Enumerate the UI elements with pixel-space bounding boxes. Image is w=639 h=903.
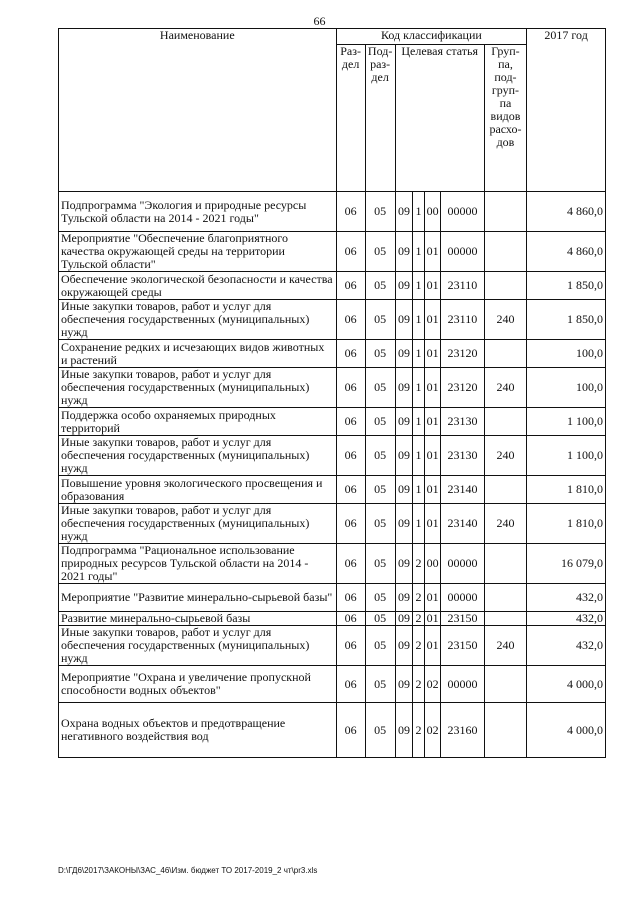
target-article-subprogram: 2	[413, 584, 424, 612]
target-article-event: 01	[424, 476, 441, 504]
page-number: 66	[313, 14, 326, 28]
target-article-program: 09	[395, 408, 413, 436]
target-article-event: 02	[424, 666, 441, 703]
expense-type-code	[484, 232, 527, 272]
target-article-program: 09	[395, 544, 413, 584]
target-article-program: 09	[395, 368, 413, 408]
subsection-code: 05	[365, 544, 395, 584]
target-article-event: 01	[424, 300, 441, 340]
amount-2017: 4 000,0	[527, 666, 606, 703]
subsection-code: 05	[365, 504, 395, 544]
amount-2017: 1 810,0	[527, 476, 606, 504]
target-article-program: 09	[395, 504, 413, 544]
table-row	[59, 612, 606, 626]
target-article-event: 00	[424, 192, 441, 232]
target-article-program: 09	[395, 300, 413, 340]
expense-type-code	[484, 476, 527, 504]
target-article-program: 09	[395, 666, 413, 703]
amount-2017: 432,0	[527, 626, 606, 666]
table-row	[59, 436, 606, 476]
table-row	[59, 192, 606, 232]
target-article-event: 01	[424, 368, 441, 408]
header-target-article: Целевая статья	[395, 45, 484, 192]
row-name: Мероприятие "Развитие минерально-сырьевой базы"	[59, 584, 337, 612]
table-row	[59, 626, 606, 666]
row-name: Мероприятие "Обеспечение благоприятного качества окружающей среды на территории Тульской области"	[59, 232, 337, 272]
target-article-subprogram: 2	[413, 612, 424, 626]
subsection-code: 05	[365, 408, 395, 436]
target-article-event: 01	[424, 626, 441, 666]
target-article-program: 09	[395, 436, 413, 476]
section-code: 06	[336, 504, 365, 544]
row-name: Сохранение редких и исчезающих видов животных и растений	[59, 340, 337, 368]
target-article-event: 02	[424, 703, 441, 758]
section-code: 06	[336, 408, 365, 436]
target-article-direction: 23130	[441, 436, 485, 476]
expense-type-code: 240	[484, 300, 527, 340]
amount-2017: 432,0	[527, 612, 606, 626]
section-code: 06	[336, 666, 365, 703]
target-article-event: 01	[424, 612, 441, 626]
target-article-direction: 00000	[441, 544, 485, 584]
section-code: 06	[336, 703, 365, 758]
amount-2017: 1 100,0	[527, 436, 606, 476]
amount-2017: 1 850,0	[527, 272, 606, 300]
target-article-subprogram: 1	[413, 272, 424, 300]
row-name: Иные закупки товаров, работ и услуг для обеспечения государственных (муниципальных) нужд	[59, 368, 337, 408]
amount-2017: 1 810,0	[527, 504, 606, 544]
target-article-direction: 00000	[441, 584, 485, 612]
amount-2017: 1 100,0	[527, 408, 606, 436]
table-row	[59, 300, 606, 340]
expense-type-code: 240	[484, 504, 527, 544]
subsection-code: 05	[365, 436, 395, 476]
target-article-direction: 23130	[441, 408, 485, 436]
target-article-program: 09	[395, 272, 413, 300]
expense-type-code	[484, 408, 527, 436]
expense-type-code	[484, 340, 527, 368]
target-article-direction: 00000	[441, 192, 485, 232]
amount-2017: 100,0	[527, 340, 606, 368]
expense-type-code	[484, 584, 527, 612]
target-article-direction: 23150	[441, 626, 485, 666]
subsection-code: 05	[365, 340, 395, 368]
section-code: 06	[336, 192, 365, 232]
target-article-direction: 23120	[441, 368, 485, 408]
amount-2017: 4 000,0	[527, 703, 606, 758]
target-article-direction: 23110	[441, 272, 485, 300]
target-article-subprogram: 1	[413, 476, 424, 504]
table-row	[59, 666, 606, 703]
target-article-direction: 00000	[441, 666, 485, 703]
target-article-direction: 23140	[441, 476, 485, 504]
subsection-code: 05	[365, 300, 395, 340]
target-article-program: 09	[395, 612, 413, 626]
target-article-subprogram: 2	[413, 544, 424, 584]
subsection-code: 05	[365, 272, 395, 300]
target-article-subprogram: 2	[413, 666, 424, 703]
target-article-event: 01	[424, 340, 441, 368]
target-article-program: 09	[395, 626, 413, 666]
target-article-program: 09	[395, 192, 413, 232]
expense-type-code	[484, 272, 527, 300]
section-code: 06	[336, 300, 365, 340]
target-article-event: 01	[424, 232, 441, 272]
row-name: Иные закупки товаров, работ и услуг для обеспечения государственных (муниципальных) нужд	[59, 504, 337, 544]
table-row	[59, 504, 606, 544]
expense-type-code	[484, 612, 527, 626]
row-name: Поддержка особо охраняемых природных территорий	[59, 408, 337, 436]
subsection-code: 05	[365, 368, 395, 408]
amount-2017: 4 860,0	[527, 192, 606, 232]
section-code: 06	[336, 544, 365, 584]
row-name: Развитие минерально-сырьевой базы	[59, 612, 337, 626]
subsection-code: 05	[365, 232, 395, 272]
target-article-direction: 00000	[441, 232, 485, 272]
section-code: 06	[336, 476, 365, 504]
amount-2017: 432,0	[527, 584, 606, 612]
table-row	[59, 232, 606, 272]
header-name: Наименование	[59, 29, 337, 192]
target-article-direction: 23120	[441, 340, 485, 368]
target-article-subprogram: 1	[413, 340, 424, 368]
subsection-code: 05	[365, 626, 395, 666]
target-article-direction: 23160	[441, 703, 485, 758]
section-code: 06	[336, 626, 365, 666]
table-row	[59, 476, 606, 504]
amount-2017: 4 860,0	[527, 232, 606, 272]
section-code: 06	[336, 612, 365, 626]
expense-type-code	[484, 192, 527, 232]
footer-file-path: D:\ГД6\2017\ЗАКОНЫ\ЗАС_46\Изм. бюджет ТО 2017-2019_2 чт\pr3.xls	[58, 866, 318, 875]
target-article-direction: 23150	[441, 612, 485, 626]
target-article-program: 09	[395, 232, 413, 272]
target-article-event: 01	[424, 504, 441, 544]
row-name: Иные закупки товаров, работ и услуг для обеспечения государственных (муниципальных) нужд	[59, 300, 337, 340]
section-code: 06	[336, 368, 365, 408]
row-name: Охрана водных объектов и предотвращение негативного воздействия вод	[59, 703, 337, 758]
target-article-event: 00	[424, 544, 441, 584]
target-article-subprogram: 1	[413, 300, 424, 340]
budget-table	[58, 28, 606, 758]
target-article-direction: 23140	[441, 504, 485, 544]
table-row	[59, 340, 606, 368]
target-article-program: 09	[395, 703, 413, 758]
table-row	[59, 368, 606, 408]
row-name: Иные закупки товаров, работ и услуг для обеспечения государственных (муниципальных) нужд	[59, 436, 337, 476]
subsection-code: 05	[365, 584, 395, 612]
amount-2017: 100,0	[527, 368, 606, 408]
row-name: Подпрограмма "Рациональное использование природных ресурсов Тульской области на 2014 - 2021 годы"	[59, 544, 337, 584]
subsection-code: 05	[365, 192, 395, 232]
section-code: 06	[336, 436, 365, 476]
row-name: Подпрограмма "Экология и природные ресурсы Тульской области на 2014 - 2021 годы"	[59, 192, 337, 232]
row-name: Повышение уровня экологического просвещения и образования	[59, 476, 337, 504]
section-code: 06	[336, 232, 365, 272]
expense-type-code	[484, 544, 527, 584]
header-expense-group: Груп- па, под- груп- па видов расхо- дов	[484, 45, 527, 192]
target-article-direction: 23110	[441, 300, 485, 340]
amount-2017: 16 079,0	[527, 544, 606, 584]
target-article-program: 09	[395, 340, 413, 368]
target-article-program: 09	[395, 476, 413, 504]
subsection-code: 05	[365, 666, 395, 703]
table-row	[59, 703, 606, 758]
subsection-code: 05	[365, 703, 395, 758]
expense-type-code	[484, 703, 527, 758]
expense-type-code	[484, 666, 527, 703]
target-article-event: 01	[424, 584, 441, 612]
header-section: Раз- дел	[336, 45, 365, 192]
expense-type-code: 240	[484, 436, 527, 476]
section-code: 06	[336, 272, 365, 300]
target-article-subprogram: 1	[413, 436, 424, 476]
target-article-event: 01	[424, 408, 441, 436]
expense-type-code: 240	[484, 368, 527, 408]
header-year: 2017 год	[527, 29, 606, 192]
subsection-code: 05	[365, 476, 395, 504]
amount-2017: 1 850,0	[527, 300, 606, 340]
table-row	[59, 272, 606, 300]
target-article-subprogram: 1	[413, 504, 424, 544]
target-article-program: 09	[395, 584, 413, 612]
expense-type-code: 240	[484, 626, 527, 666]
row-name: Обеспечение экологической безопасности и качества окружающей среды	[59, 272, 337, 300]
target-article-subprogram: 2	[413, 703, 424, 758]
row-name: Иные закупки товаров, работ и услуг для обеспечения государственных (муниципальных) нужд	[59, 626, 337, 666]
target-article-subprogram: 1	[413, 408, 424, 436]
subsection-code: 05	[365, 612, 395, 626]
table-row	[59, 544, 606, 584]
target-article-subprogram: 1	[413, 192, 424, 232]
target-article-subprogram: 2	[413, 626, 424, 666]
section-code: 06	[336, 340, 365, 368]
header-subsection: Под- раз- дел	[365, 45, 395, 192]
row-name: Мероприятие "Охрана и увеличение пропускной способности водных объектов"	[59, 666, 337, 703]
table-row	[59, 408, 606, 436]
header-classification: Код классификации	[336, 29, 527, 45]
target-article-event: 01	[424, 436, 441, 476]
table-row	[59, 584, 606, 612]
section-code: 06	[336, 584, 365, 612]
target-article-subprogram: 1	[413, 368, 424, 408]
target-article-subprogram: 1	[413, 232, 424, 272]
target-article-event: 01	[424, 272, 441, 300]
